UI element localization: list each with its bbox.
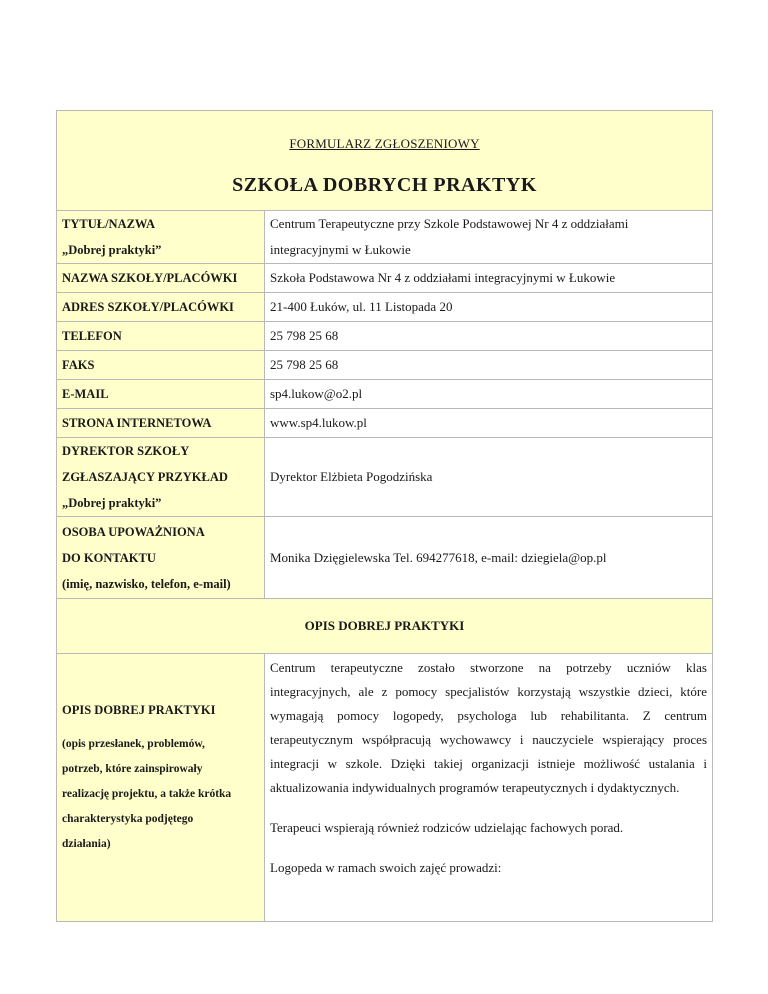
email-label: E-MAIL (62, 387, 109, 401)
row-contact (57, 517, 713, 599)
website-value[interactable]: www.sp4.lukow.pl (270, 415, 367, 430)
row-description (57, 654, 713, 922)
description-label-line5: działania) (62, 837, 111, 850)
director-label-3: „Dobrej praktyki” (62, 496, 162, 510)
section-title: OPIS DOBREJ PRAKTYKI (304, 618, 465, 633)
row-section-title (57, 599, 713, 654)
phone-label: TELEFON (62, 329, 122, 343)
form-table (56, 110, 713, 922)
contact-label-2: DO KONTAKTU (62, 550, 156, 565)
website-label: STRONA INTERNETOWA (62, 416, 212, 430)
title-label: TYTUŁ/NAZWA (62, 217, 156, 231)
description-label-line2: potrzeb, które zainspirowały (62, 762, 203, 775)
address-value: 21-400 Łuków, ul. 11 Listopada 20 (270, 299, 453, 314)
row-phone (57, 322, 713, 351)
row-fax (57, 351, 713, 380)
contact-label: OSOBA UPOWAŻNIONA (62, 524, 205, 539)
title-label-sub: „Dobrej praktyki” (62, 243, 162, 257)
contact-value: Monika Dzięgielewska Tel. 694277618, e-mail: dziegiela@op.pl (270, 549, 607, 565)
description-paragraph-2: Terapeuci wspierają również rodziców udzielając fachowych porad. (270, 820, 624, 835)
description-paragraph-1: Centrum terapeutyczne zostało stworzone na potrzeby uczniów klas integracyjnych, ale z pomocy specjalistów korzystają wszystkie dzieci, które wymagają pomocy logopedy, psychologa lub rehabilitanta. Z centrum terapeutycznym współpracują wychowawcy i nauczyciele wspierający proces integracji w szkole. Dzięki takiej organizacji istnieje możliwość ustalania i aktualizowania indywidualnych programów terapeutycznych i dydaktycznych. (270, 660, 707, 795)
contact-label-3: (imię, nazwisko, telefon, e-mail) (62, 576, 231, 591)
director-label: DYREKTOR SZKOŁY (62, 444, 190, 458)
row-website (57, 409, 713, 438)
form-title: FORMULARZ ZGŁOSZENIOWY (289, 136, 480, 151)
title-value: Centrum Terapeutyczne przy Szkole Podstawowej Nr 4 z oddziałami integracyjnymi w Łukowie (270, 216, 629, 257)
form-header-row (57, 111, 713, 211)
description-paragraph-3: Logopeda w ramach swoich zajęć prowadzi: (270, 860, 502, 875)
description-label: OPIS DOBREJ PRAKTYKI (62, 702, 216, 717)
row-school-name (57, 264, 713, 293)
director-value: Dyrektor Elżbieta Pogodzińska (270, 469, 433, 484)
school-name-label: NAZWA SZKOŁY/PLACÓWKI (62, 271, 238, 285)
application-form (56, 110, 712, 922)
phone-value: 25 798 25 68 (270, 328, 339, 343)
main-title: SZKOŁA DOBRYCH PRAKTYK (232, 174, 537, 196)
description-label-line1: (opis przesłanek, problemów, (62, 737, 205, 750)
email-value[interactable]: sp4.lukow@o2.pl (270, 386, 363, 401)
row-title (57, 211, 713, 264)
director-label-2: ZGŁASZAJĄCY PRZYKŁAD (62, 470, 228, 484)
description-label-line3: realizację projektu, a także krótka (62, 787, 232, 800)
description-label-line4: charakterystyka podjętego (62, 812, 194, 825)
school-name-value: Szkoła Podstawowa Nr 4 z oddziałami integracyjnymi w Łukowie (270, 270, 616, 285)
address-label: ADRES SZKOŁY/PLACÓWKI (62, 300, 234, 314)
fax-value: 25 798 25 68 (270, 357, 339, 372)
row-director (57, 438, 713, 517)
row-email (57, 380, 713, 409)
fax-label: FAKS (62, 358, 95, 372)
row-address (57, 293, 713, 322)
